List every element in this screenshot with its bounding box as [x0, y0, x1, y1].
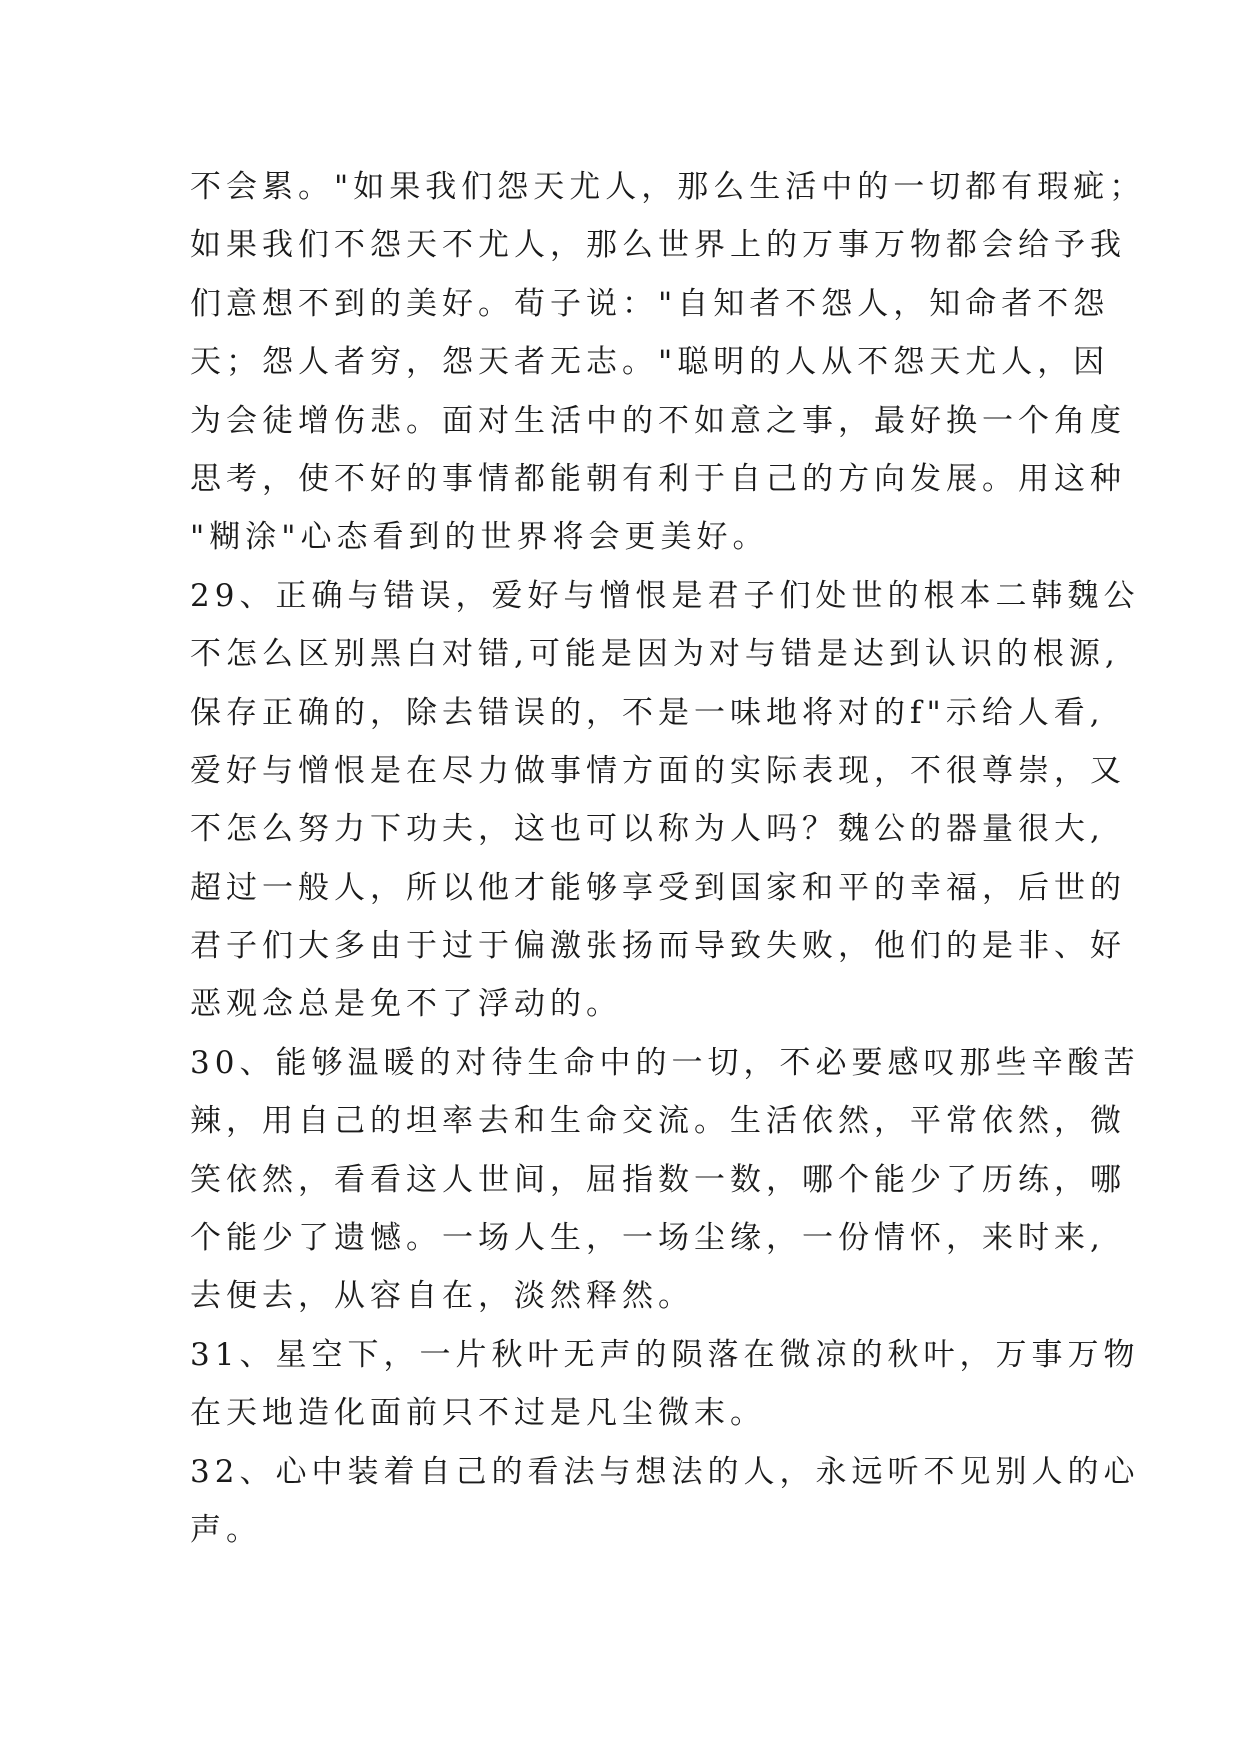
- text-line: 笑依然，看看这人世间，屈指数一数，哪个能少了历练，哪: [190, 1161, 1126, 1198]
- text-line: 恶观念总是免不了浮动的。: [190, 986, 622, 1023]
- text-line: 超过一般人，所以他才能够享受到国家和平的幸福，后世的: [190, 869, 1126, 906]
- text-line: 个能少了遗憾。一场人生，一场尘缘，一份情怀，来时来,: [190, 1220, 1105, 1257]
- text-line: "糊涂"心态看到的世界将会更美好。: [190, 519, 769, 556]
- text-line: 29、正确与错误，爱好与憎恨是君子们处世的根本二韩魏公: [190, 577, 1140, 614]
- text-line: 去便去，从容自在，淡然释然。: [190, 1278, 694, 1315]
- text-line: 辣，用自己的坦率去和生命交流。生活依然，平常依然，微: [190, 1103, 1126, 1140]
- document-body: [190, 158, 1146, 1559]
- text-line: 31、星空下，一片秋叶无声的陨落在微凉的秋叶，万事万物: [190, 1336, 1140, 1373]
- text-line: 思考，使不好的事情都能朝有利于自己的方向发展。用这种: [190, 460, 1126, 497]
- text-line: 30、能够温暖的对待生命中的一切，不必要感叹那些辛酸苦: [190, 1044, 1140, 1081]
- text-line: 爱好与憎恨是在尽力做事情方面的实际表现，不很尊崇，又: [190, 752, 1126, 789]
- text-line: 君子们大多由于过于偏激张扬而导致失败，他们的是非、好: [190, 928, 1126, 965]
- text-line: 不会累。"如果我们怨天尤人，那么生活中的一切都有瑕疵；: [190, 169, 1146, 205]
- text-line: 如果我们不怨天不尤人，那么世界上的万事万物都会给予我: [190, 227, 1126, 264]
- text-line: 不怎么努力下功夫，这也可以称为人吗？魏公的器量很大,: [190, 811, 1105, 848]
- text-line: 在天地造化面前只不过是凡尘微末。: [190, 1395, 766, 1432]
- text-line: 声。: [190, 1511, 262, 1548]
- text-line: 保存正确的，除去错误的，不是一味地将对的f"示给人看,: [190, 694, 1105, 731]
- text-line: 32、心中装着自己的看法与想法的人，永远听不见别人的心: [190, 1453, 1140, 1490]
- text-line: 为会徒增伤悲。面对生活中的不如意之事，最好换一个角度: [190, 402, 1126, 439]
- text-line: 们意想不到的美好。荀子说："自知者不怨人，知命者不怨: [190, 285, 1110, 322]
- text-line: 天；怨人者穷，怨天者无志。"聪明的人从不怨天尤人，因: [190, 344, 1110, 381]
- text-line: 不怎么区别黑白对错,可能是因为对与错是达到认识的根源,: [190, 636, 1120, 673]
